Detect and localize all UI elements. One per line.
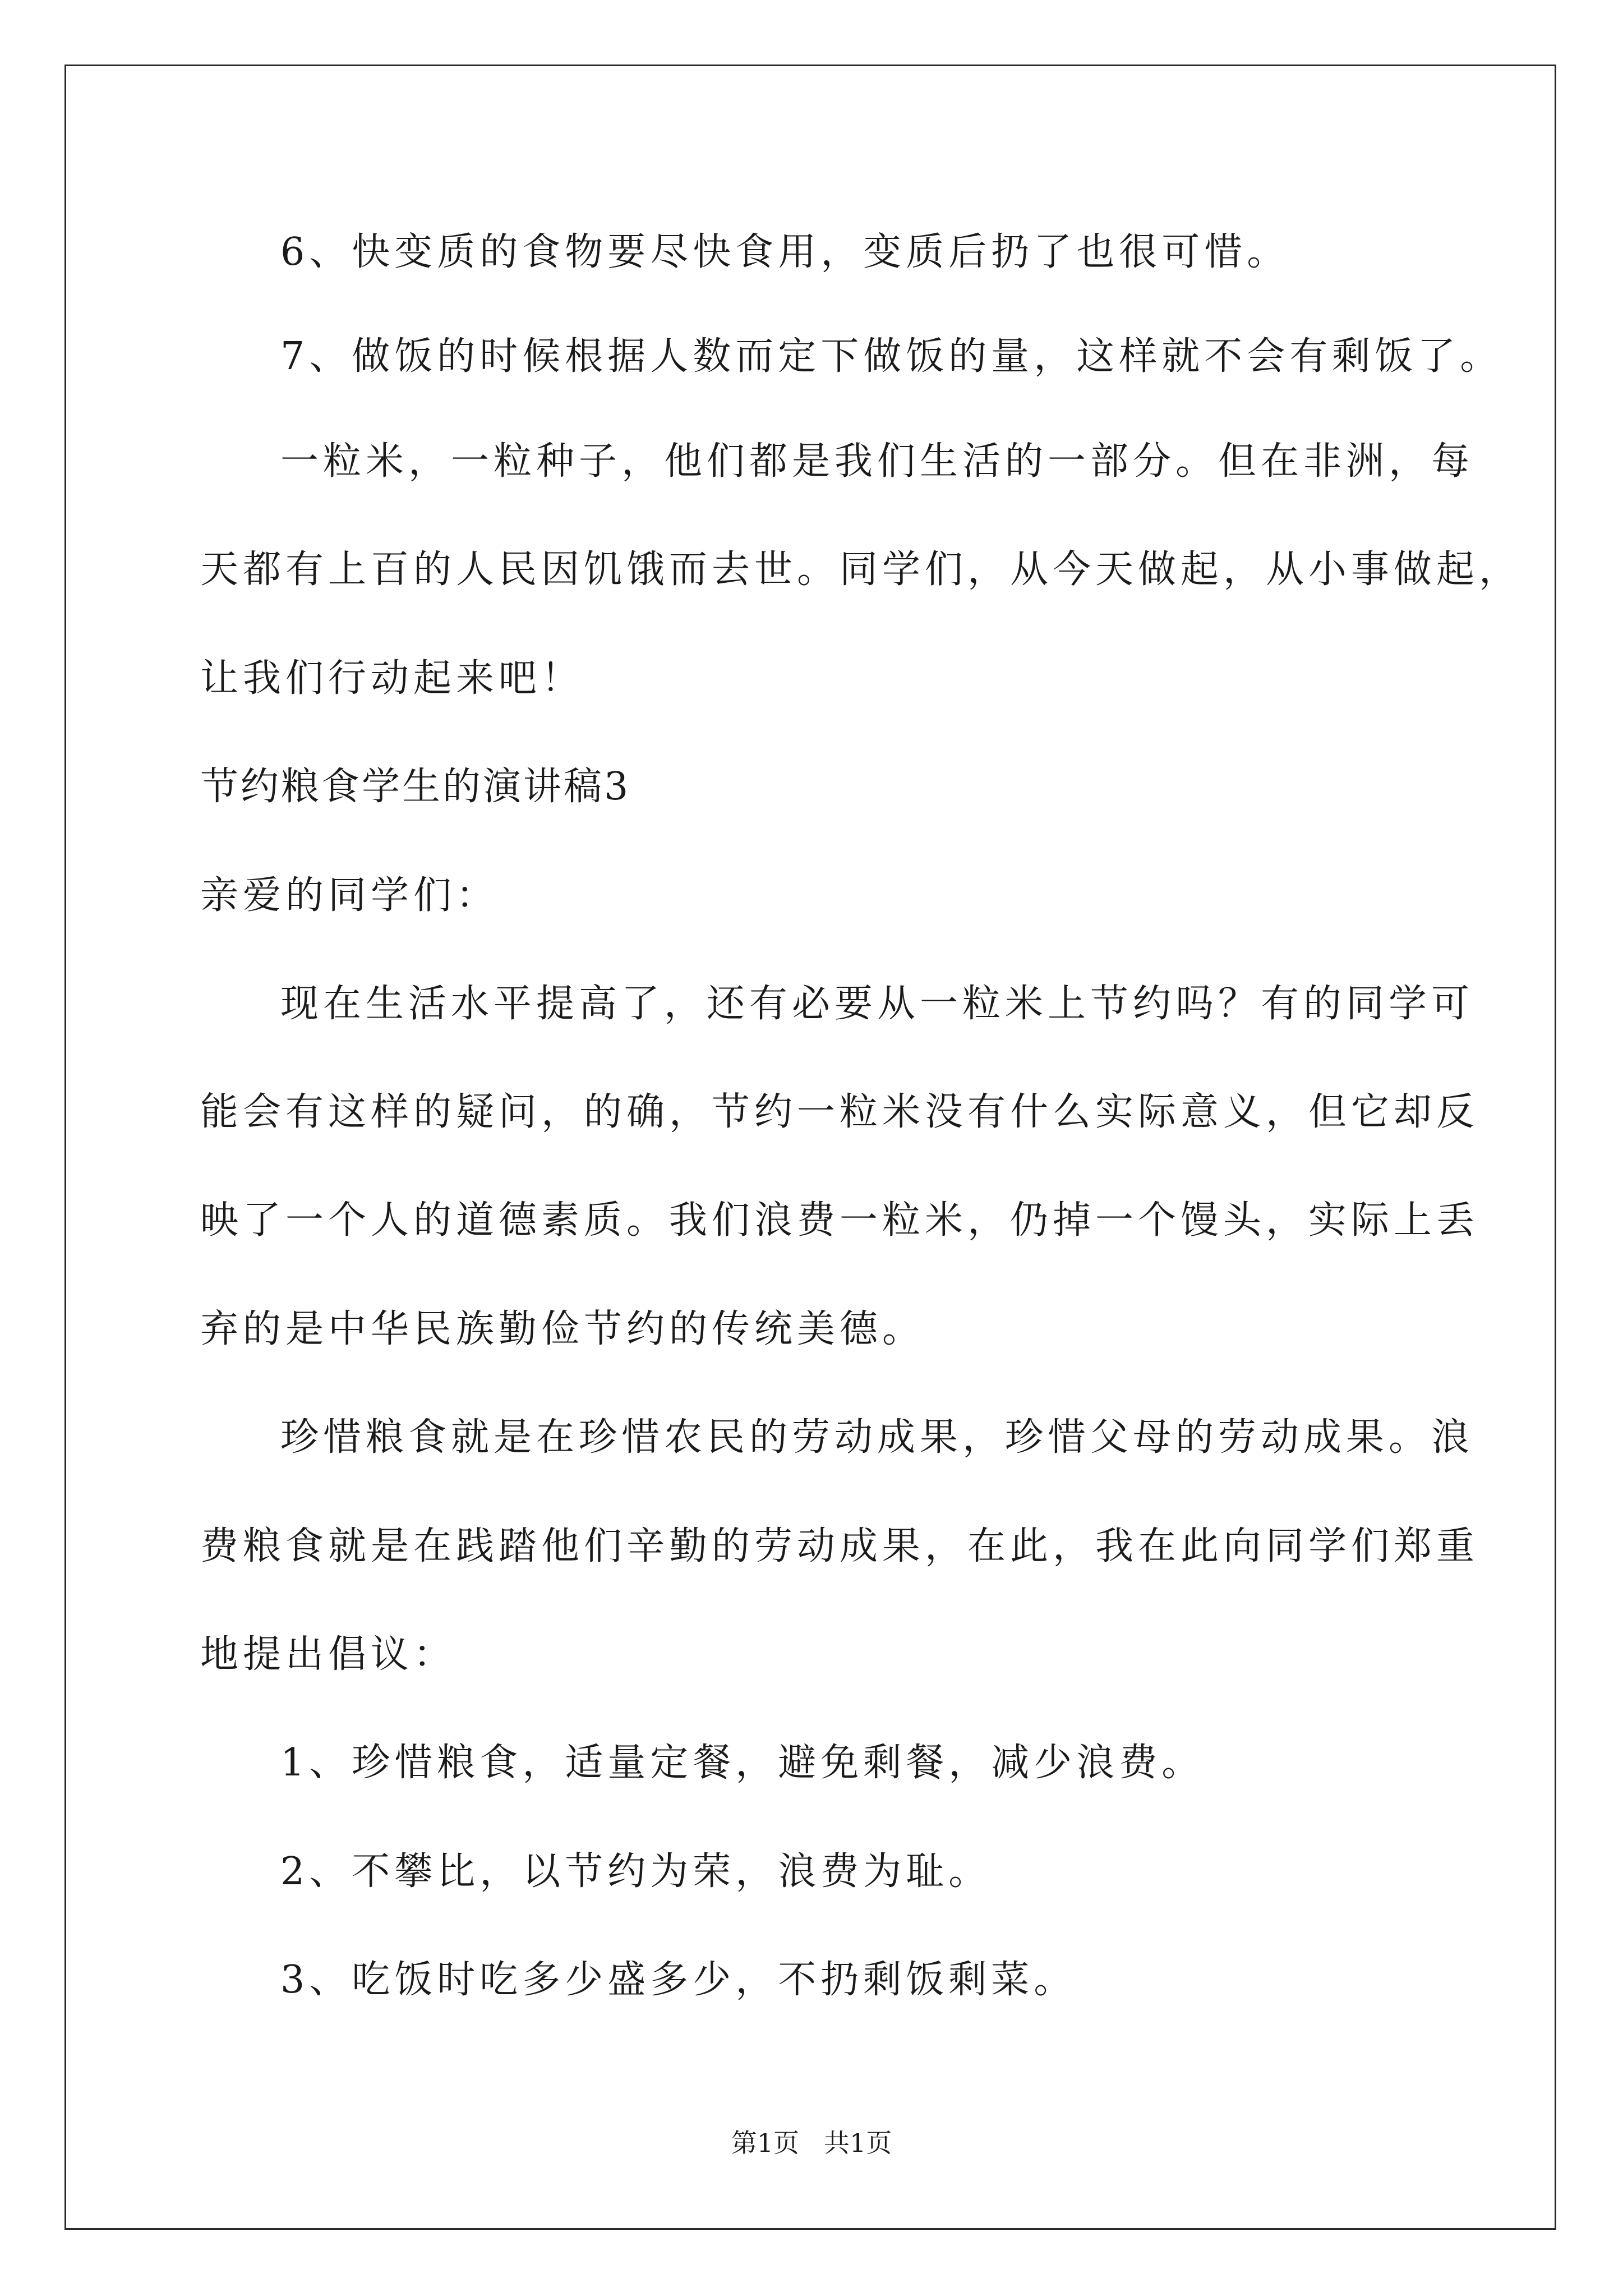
list-item: 1、珍惜粮食，适量定餐，避免剩餐，减少浪费。 — [280, 1741, 1205, 1785]
page-number: 第1页 — [731, 2128, 799, 2158]
list-item: 2、不攀比，以节约为荣，浪费为耻。 — [280, 1849, 992, 1894]
paragraph-line: 一粒米，一粒种子，他们都是我们生活的一部分。但在非洲，每 — [280, 439, 1474, 484]
paragraph-line: 能会有这样的疑问，的确，节约一粒米没有什么实际意义，但它却反 — [200, 1090, 1479, 1134]
page-border — [64, 65, 1556, 2230]
list-item: 7、做饭的时候根据人数而定下做饭的量，这样就不会有剩饭了。 — [280, 334, 1503, 379]
paragraph-line: 天都有上百的人民因饥饿而去世。同学们，从今天做起，从小事做起， — [200, 547, 1522, 592]
paragraph-line: 现在生活水平提高了，还有必要从一粒米上节约吗？有的同学可 — [280, 982, 1474, 1026]
page-footer — [0, 2126, 1623, 2160]
paragraph-line: 地提出倡议： — [200, 1632, 457, 1677]
list-item: 6、快变质的食物要尽快食用，变质后扔了也很可惜。 — [280, 230, 1290, 274]
paragraph-line: 让我们行动起来吧！ — [200, 656, 584, 701]
paragraph-line: 费粮食就是在践踏他们辛勤的劳动成果，在此，我在此向同学们郑重 — [200, 1524, 1479, 1568]
section-title: 节约粮食学生的演讲稿3 — [200, 765, 631, 809]
list-item: 3、吃饭时吃多少盛多少，不扔剩饭剩菜。 — [280, 1958, 1077, 2002]
paragraph-line: 珍惜粮食就是在珍惜农民的劳动成果，珍惜父母的劳动成果。浪 — [280, 1415, 1474, 1460]
paragraph-line: 映了一个人的道德素质。我们浪费一粒米，仍掉一个馒头，实际上丢 — [200, 1198, 1479, 1243]
paragraph-line: 弃的是中华民族勤俭节约的传统美德。 — [200, 1307, 925, 1351]
salutation: 亲爱的同学们： — [200, 873, 499, 918]
page-total: 共1页 — [824, 2128, 892, 2158]
